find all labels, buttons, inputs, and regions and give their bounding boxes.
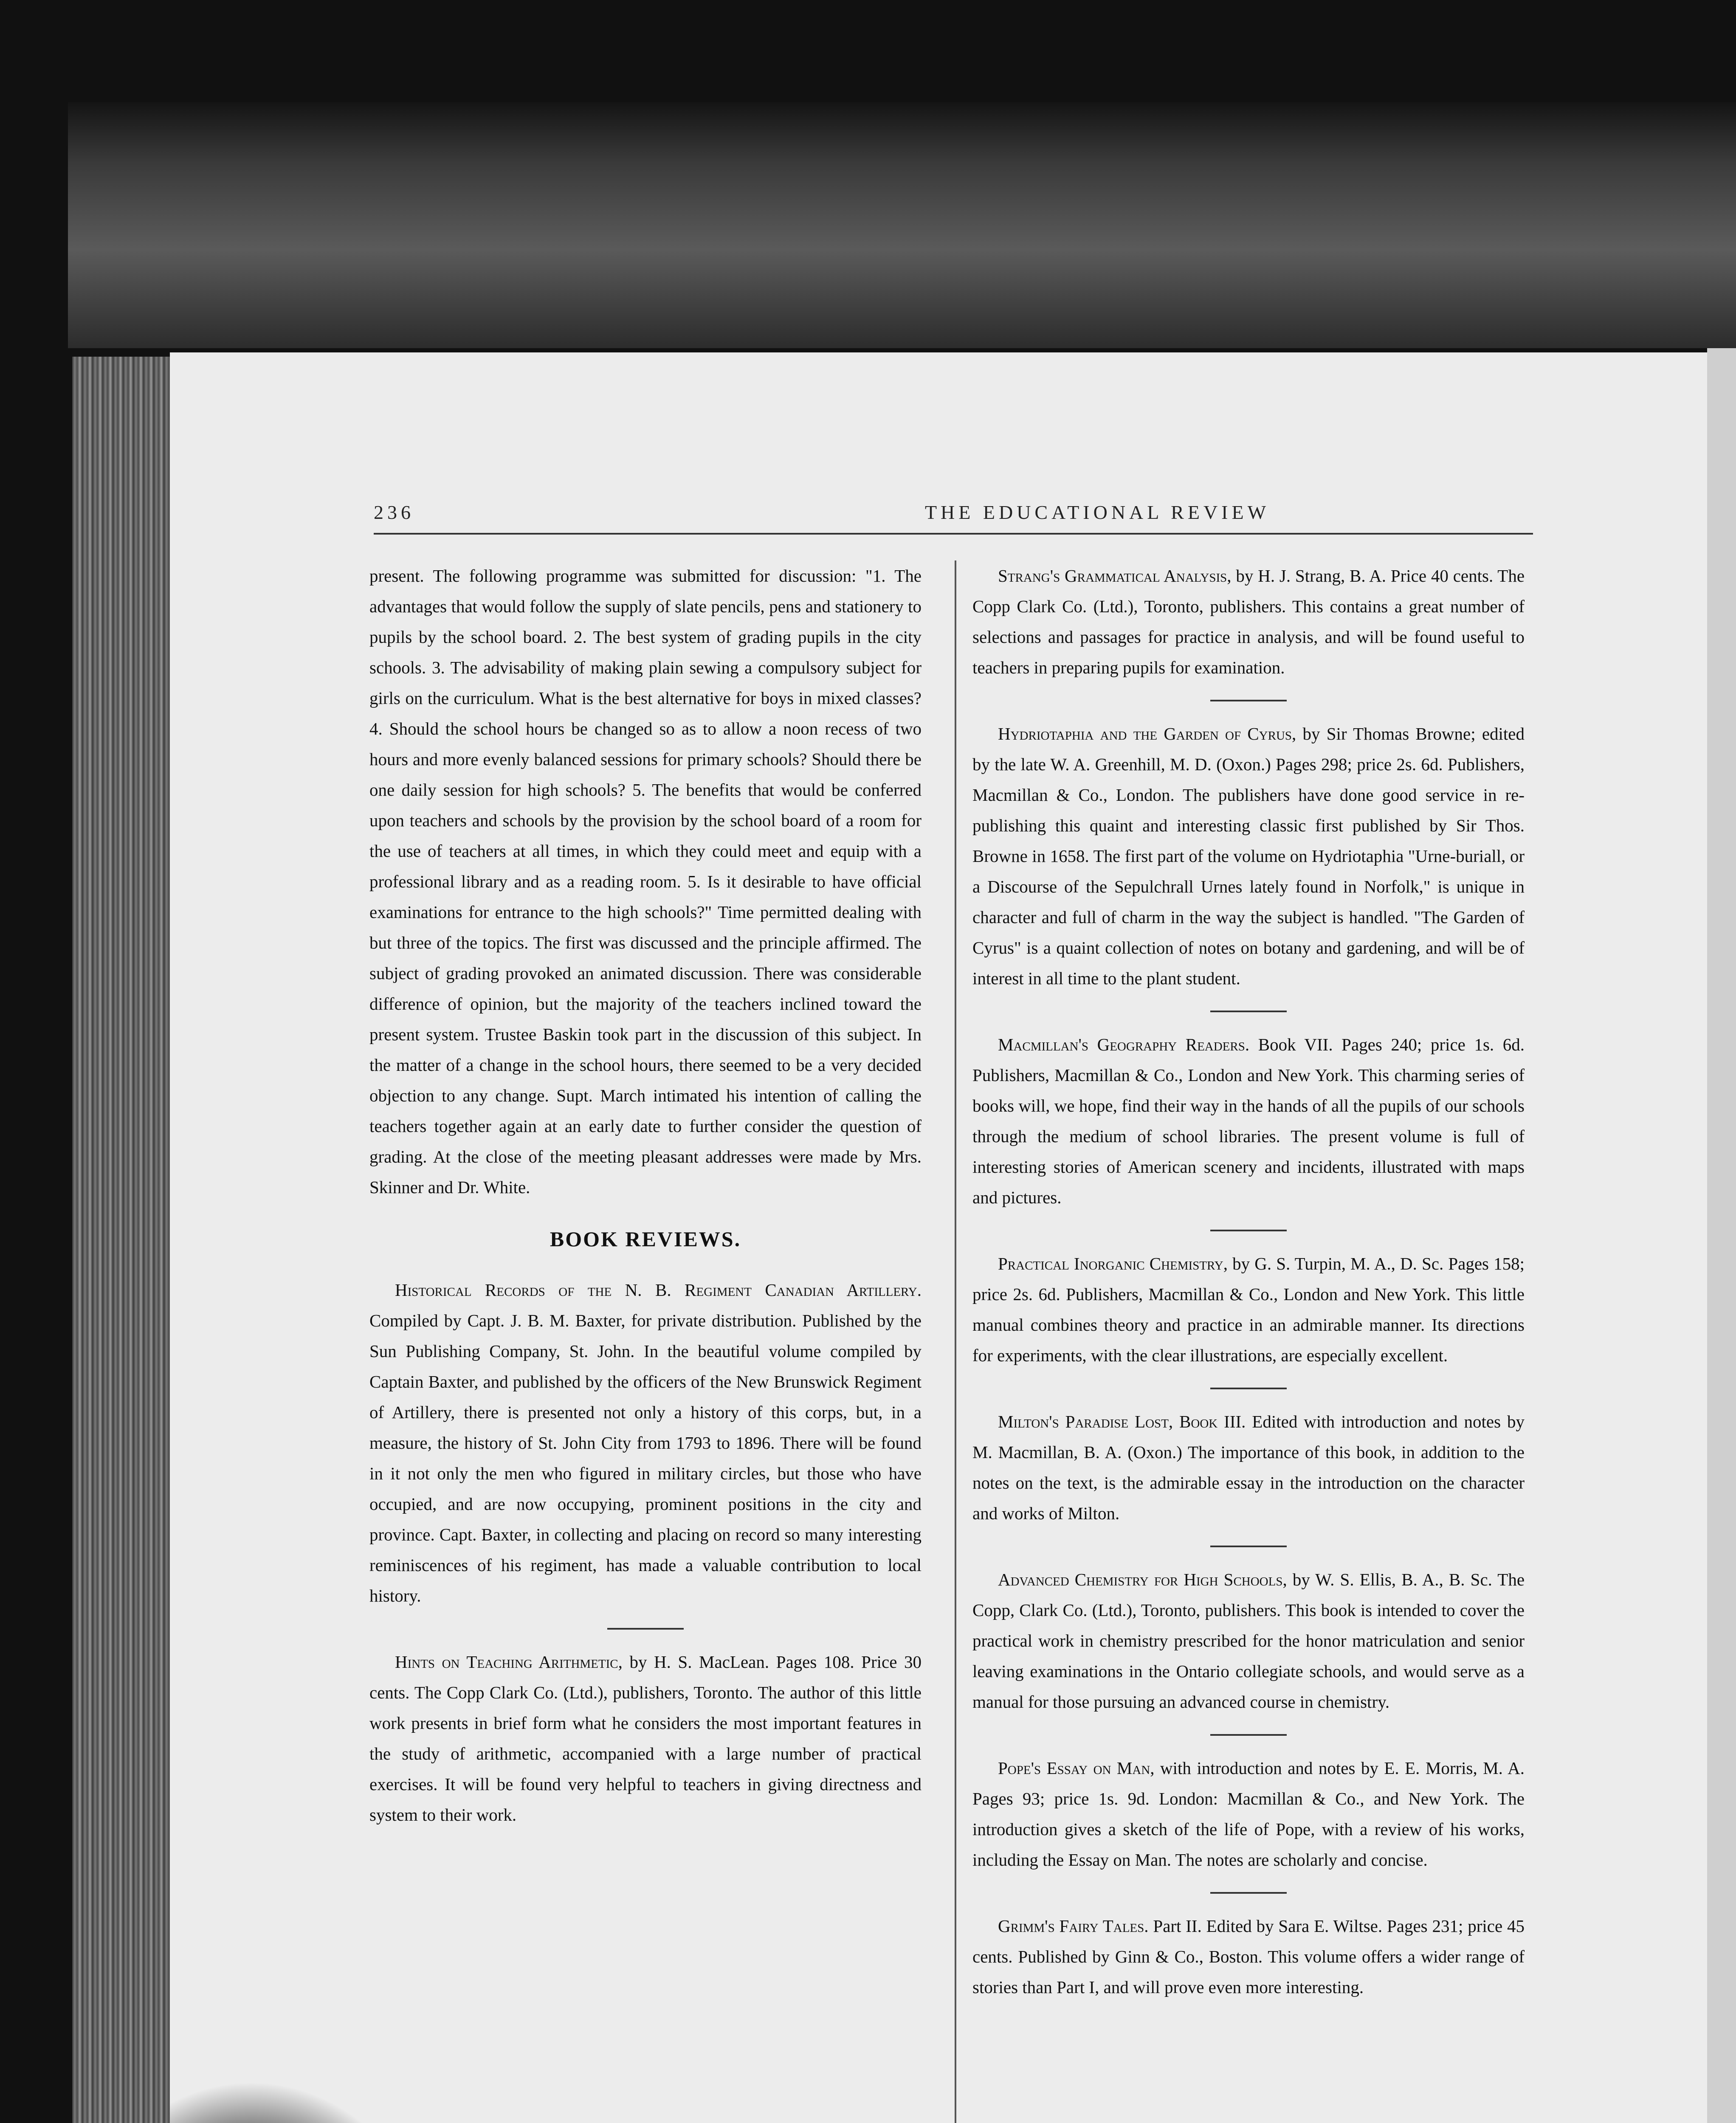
review-divider (1210, 1546, 1287, 1547)
review-item (972, 1029, 1525, 1213)
review-title: Hydriotaphia and the Garden of Cyrus, (998, 724, 1296, 743)
running-header (374, 501, 1525, 523)
review-divider (1210, 1011, 1287, 1012)
review-body: by H. S. MacLean. Pages 108. Price 30 cents. The Copp Clark Co. (Ltd.), publishers, Toronto. The author of this little work presents in brief form what he considers the most important features in the study of arithmetic, accompanied with a large number of practical exercises. It will be found very helpful to teachers in giving directness and system to their work. (369, 1652, 922, 1825)
review-body: by W. S. Ellis, B. A., B. Sc. The Copp, Clark Co. (Ltd.), Toronto, publishers. This book is intended to cover the practical work in chemistry prescribed for the honor matriculation and senior leaving examinations in the Ontario collegiate schools, and would serve as a manual for those pursuing an advanced course in chemistry. (972, 1570, 1525, 1712)
review-item (972, 1911, 1525, 2002)
review-title: Grimm's Fairy Tales. (998, 1916, 1149, 1936)
review-body: by G. S. Turpin, M. A., D. Sc. Pages 158; price 2s. 6d. Publishers, Macmillan & Co., London and New York. This little manual combines theory and practice in an admirable manner. Its directions for experiments, with the clear illustrations, are especially excellent. (972, 1254, 1525, 1365)
review-title: Milton's Paradise Lost, Book III. (998, 1412, 1246, 1431)
review-body: Book VII. Pages 240; price 1s. 6d. Publishers, Macmillan & Co., London and New York. This charming series of books will, we hope, find their way in the hands of all the pupils of our schools through the medium of school libraries. The present volume is full of interesting stories of American scenery and incidents, illustrated with maps and pictures. (972, 1035, 1525, 1207)
review-body: Edited with introduction and notes by M. Macmillan, B. A. (Oxon.) The importance of this book, in addition to the notes on the text, is the admirable essay in the introduction on the character and works of Milton. (972, 1412, 1525, 1523)
review-divider (607, 1628, 684, 1630)
review-body: by Sir Thomas Browne; edited by the late W. A. Greenhill, M. D. (Oxon.) Pages 298; price 2s. 6d. Publishers, Macmillan & Co., London. The publishers have done good service in re-publishing this quaint and interesting classic first published by Sir Thos. Browne in 1658. The first part of the volume on Hydriotaphia "Urne-buriall, or a Discourse of the Sepulchrall Urnes lately found in Norfolk," is unique in character and full of charm in the way the subject is handled. "The Garden of Cyrus" is a quaint collection of notes on botany and gardening, and will be of interest in all time to the plant student. (972, 724, 1525, 988)
review-item (972, 1248, 1525, 1371)
review-item (369, 1275, 922, 1611)
review-divider (1210, 1230, 1287, 1231)
review-title: Pope's Essay on Man, (998, 1758, 1155, 1778)
review-body: Part II. Edited by Sara E. Wiltse. Pages 231; price 45 cents. Published by Ginn & Co., Boston. This volume offers a wider range of stories than Part I, and will prove even more interesting. (972, 1916, 1525, 1997)
review-divider (1210, 1734, 1287, 1736)
review-title: Historical Records of the N. B. Regiment Canadian Artillery. (395, 1280, 922, 1300)
review-item (369, 1647, 922, 1830)
review-title: Practical Inorganic Chemistry, (998, 1254, 1228, 1273)
page-number: 236 (374, 501, 414, 523)
review-item (972, 1753, 1525, 1875)
left-column (369, 560, 922, 1847)
review-item (972, 718, 1525, 994)
review-divider (1210, 1892, 1287, 1894)
meeting-report-paragraph: present. The following programme was submitted for discussion: "1. The advantages that would follow the supply of slate pencils, pens and stationery to pupils by the school board. 2. The best system of grading pupils in the city schools. 3. The advisability of making plain sewing a compulsory subject for girls on the curriculum. What is the best alternative for boys in mixed classes? 4. Should the school hours be changed so as to allow a noon recess of two hours and more evenly balanced sessions for primary schools? Should there be one daily session for high schools? 5. The benefits that would be conferred upon teachers and schools by the provision by the school board of a room for the use of teachers at all times, in which they could meet and equip with a professional library and as a reading room. 5. Is it desirable to have official examinations for entrance to the high schools?" Time permitted dealing with but three of the topics. The first was discussed and the principle affirmed. The subject of grading provoked an animated discussion. There was considerable difference of opinion, but the majority of the teachers inclined toward the present system. Trustee Baskin took part in the discussion of this subject. In the matter of a change in the school hours, there seemed to be a very decided objection to any change. Supt. March intimated his intention of calling the teachers together again at an early date to further consider the question of grading. At the close of the meeting pleasant addresses were made by Mrs. Skinner and Dr. White. (369, 566, 922, 1197)
review-item (972, 1406, 1525, 1529)
review-title: Macmillan's Geography Readers. (998, 1035, 1250, 1054)
review-item (972, 1564, 1525, 1717)
facing-page-edge (1707, 348, 1736, 2123)
header-rule (374, 533, 1533, 535)
review-item (972, 560, 1525, 683)
review-body: with introduction and notes by E. E. Morris, M. A. Pages 93; price 1s. 9d. London: Macmillan & Co., and New York. The introduction gives a sketch of the life of Pope, with a review of his works, including the Essay on Man. The notes are scholarly and concise. (972, 1758, 1525, 1870)
microfilm-top-shadow (68, 102, 1736, 348)
scan-corner-shadow (170, 2081, 442, 2123)
review-divider (1210, 700, 1287, 701)
right-column (972, 560, 1525, 2019)
review-body: Compiled by Capt. J. B. M. Baxter, for private distribution. Published by the Sun Publishing Company, St. John. In the beautiful volume compiled by Captain Baxter, and published by the officers of the New Brunswick Regiment of Artillery, there is presented not only a history of this corps, but, in a measure, the history of St. John City from 1793 to 1896. There will be found in it not only the men who figured in military circles, but those who have occupied, and are now occupying, prominent positions in the city and province. Capt. Baxter, in collecting and placing on record so many interesting reminiscences of his regiment, has made a valuable contribution to local history. (369, 1311, 922, 1605)
review-title: Advanced Chemistry for High Schools, (998, 1570, 1287, 1589)
column-rule (955, 560, 956, 2123)
review-title: Hints on Teaching Arithmetic, (395, 1652, 623, 1672)
journal-title: THE EDUCATIONAL REVIEW (924, 501, 1270, 523)
book-spine-edge (72, 357, 174, 2123)
book-reviews-heading: BOOK REVIEWS. (550, 1227, 741, 1251)
review-divider (1210, 1388, 1287, 1389)
review-body: by H. J. Strang, B. A. Price 40 cents. The Copp Clark Co. (Ltd.), Toronto, publishers. This contains a great number of selections and passages for practice in analysis, and will be found useful to teachers in preparing pupils for examination. (972, 566, 1525, 677)
review-title: Strang's Grammatical Analysis, (998, 566, 1232, 586)
